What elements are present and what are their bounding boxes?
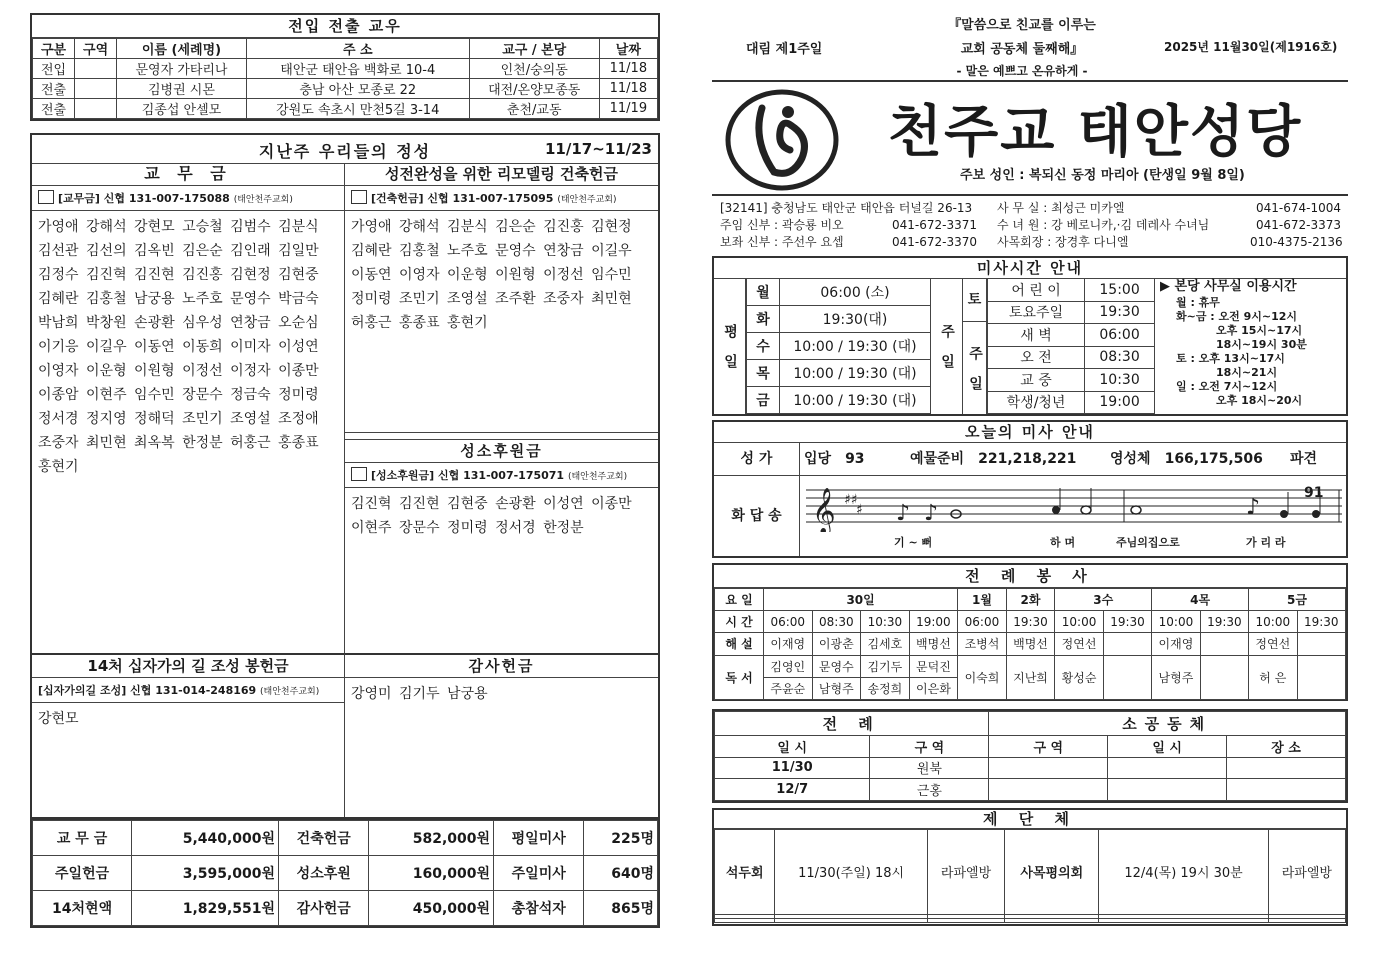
weekend-mass-time: 15:00 xyxy=(1085,279,1155,302)
service-time: 10:30 xyxy=(861,611,910,633)
cross-column xyxy=(32,653,345,817)
weekday-time: 10:00 / 19:30 (대) xyxy=(780,360,931,387)
groups-empty-cell xyxy=(1268,918,1345,922)
weekday-time: 06:00 (소) xyxy=(780,279,931,306)
community-header: 구 역 xyxy=(989,735,1108,757)
liturgy-title: 전 례 xyxy=(715,712,989,736)
service-days-row xyxy=(715,589,1346,611)
service-reader xyxy=(1103,655,1151,699)
building-title: 성전완성을 위한 리모델링 건축헌금 xyxy=(345,163,658,186)
music-staff xyxy=(806,482,1342,552)
sunday-label: 주 일 xyxy=(931,278,963,414)
groups-title: 제 단 체 xyxy=(714,810,1346,829)
offering-period: 11/17~11/23 xyxy=(544,140,652,158)
weekend-mass-name: 새 벽 xyxy=(988,324,1085,347)
office-hours-line: 토 : 오후 13시~17시 xyxy=(1176,352,1285,365)
service-explainer: 조병석 xyxy=(958,633,1007,655)
building-column xyxy=(345,163,658,433)
weekday-table xyxy=(746,278,931,414)
shrine-names: 김진혁 김진현 김현중 손광환 이성연 이종만 이현주 장문수 정미령 정서경 한정분 xyxy=(351,496,632,536)
service-expl-row xyxy=(715,633,1346,655)
motto-line3: - 말은 예쁘고 온유하게 - xyxy=(956,64,1088,78)
weekend-mass-time: 19:30 xyxy=(1085,301,1155,324)
transfer-header: 교구 / 본당 xyxy=(469,39,599,59)
office: 사 무 실 : 최성근 미카엘 xyxy=(997,201,1125,215)
motto-line2: 교회 공동체 둘째해』 xyxy=(960,42,1084,57)
gyomu-names: 가영애 강해석 강현모 고승철 김범수 김분식 김선관 김선의 김옥빈 김은순 김인래 김일만 김정수 김진혁 김진현 김진홍 김현정 김현중 김혜란 김홍철 남궁용 노주호 문영수 박금숙 박남희 박창원 손광환 심우성 연창금 오순심 이기응 이길우 이동연 이동희 이미자 이성연 이영자 이운형 이원형 이정선 이정자 이종만 이종암 이현주 임수민 장문수 정금숙 정미령 정서경 정지영 정해덕 조민기 조영설 조정애 조중자 최민현 최옥복 한정분 허홍근 홍종표 홍현기 xyxy=(38,219,319,475)
weekday-time: 19:30(대) xyxy=(780,306,931,333)
cross-names: 강현모 xyxy=(38,711,79,727)
service-time: 19:00 xyxy=(909,611,958,633)
service-time: 19:30 xyxy=(1200,611,1248,633)
transfer-header: 주 소 xyxy=(246,39,469,59)
transfer-row xyxy=(33,99,658,119)
weekend-mass-name: 교 중 xyxy=(988,369,1085,392)
summary-label: 주일미사 xyxy=(494,856,584,891)
service-reader: 주윤순 xyxy=(764,677,813,699)
office-hours-line: 일 : 오전 7시~12시 xyxy=(1176,380,1278,393)
hymn-number: 166,175,506 xyxy=(1164,451,1263,467)
svg-text:♯: ♯ xyxy=(856,502,863,518)
liturgy-area: 근홍 xyxy=(870,779,989,801)
transfer-table xyxy=(32,38,658,119)
summary-label: 평일미사 xyxy=(494,821,584,856)
transfer-header: 구분 xyxy=(33,39,75,59)
hymn-part: 예물준비 xyxy=(910,451,965,467)
summary-table xyxy=(32,820,658,926)
svg-text:♪: ♪ xyxy=(896,501,911,526)
hymn-number: 221,218,221 xyxy=(978,451,1077,467)
sun-label: 주 일 xyxy=(963,322,987,414)
response-label: 화 답 송 xyxy=(714,476,800,556)
summary-row xyxy=(33,891,658,926)
office-hours xyxy=(1160,280,1346,408)
service-time: 08:30 xyxy=(812,611,861,633)
service-reader: 황성순 xyxy=(1055,655,1104,699)
summary-row xyxy=(33,856,658,891)
groups-cell: 12/4(목) 19시 30분 xyxy=(1099,830,1268,915)
community-cell xyxy=(989,757,1108,779)
transfer-cell: 강원도 속초시 만천5길 3-14 xyxy=(246,99,469,119)
service-time: 10:00 xyxy=(1055,611,1104,633)
service-explainer: 이광춘 xyxy=(812,633,861,655)
summary-label: 14처현액 xyxy=(33,891,132,926)
transfer-cell: 태안군 태안읍 백화로 10-4 xyxy=(246,59,469,79)
address: [32141] 충청남도 태안군 태안읍 터널길 26-13 xyxy=(720,201,973,215)
weekend-mass-row xyxy=(988,301,1155,324)
weekday-time: 10:00 / 19:30 (대) xyxy=(780,387,931,414)
weekend-mass-time: 06:00 xyxy=(1085,324,1155,347)
building-account: [건축헌금] 신협 131-007-175095 (태안천주교회) xyxy=(345,186,658,211)
shrine-column xyxy=(345,439,658,653)
liturgy-table xyxy=(714,711,1346,801)
weekday-day: 금 xyxy=(747,387,780,414)
transfer-cell xyxy=(75,99,117,119)
groups-empty-row xyxy=(715,918,1346,922)
hands-icon xyxy=(351,467,367,481)
transfer-row xyxy=(33,59,658,79)
summary-value: 1,829,551원 xyxy=(132,891,279,926)
weekend-mass-row xyxy=(988,324,1155,347)
summary-label: 감사헌금 xyxy=(279,891,369,926)
transfer-cell: 대전/온양모종동 xyxy=(469,79,599,99)
weekend-mass-time: 19:00 xyxy=(1085,391,1155,414)
service-reader: 문영수 xyxy=(812,655,861,677)
service-reader xyxy=(1297,655,1345,699)
weekend-mass-time: 10:30 xyxy=(1085,369,1155,392)
service-day: 30일 xyxy=(764,589,958,611)
service-row-label: 요 일 xyxy=(715,589,764,611)
service-row-label: 해 설 xyxy=(715,633,764,655)
office-hours-line: 오후 15시~17시 xyxy=(1216,324,1303,337)
liturgy-header-row xyxy=(715,735,1346,757)
mass-section xyxy=(712,256,1348,416)
weekend-mass-row xyxy=(988,369,1155,392)
gyomu-title: 교 무 금 xyxy=(32,163,344,186)
lyric-2: 하 며 xyxy=(1050,536,1076,549)
assistant: 보좌 신부 : 주선우 요셉 xyxy=(720,235,844,249)
service-reader: 김영인 xyxy=(764,655,813,677)
summary-section xyxy=(30,818,660,928)
summary-value: 3,595,000원 xyxy=(132,856,279,891)
gyomu-column xyxy=(32,163,345,653)
weekday-day: 목 xyxy=(747,360,780,387)
hymn-part: 입당 xyxy=(804,451,832,467)
svg-text:♪: ♪ xyxy=(1246,495,1261,520)
season-label: 대림 제1주일 xyxy=(746,42,823,57)
groups-cell: 사목평의회 xyxy=(1005,830,1099,915)
pastor-tel: 041-672-3371 xyxy=(892,218,978,232)
hands-icon xyxy=(351,190,367,204)
service-times-row xyxy=(715,611,1346,633)
transfer-cell xyxy=(75,59,117,79)
transfer-cell: 충남 아산 모종로 22 xyxy=(246,79,469,99)
summary-label: 교 무 금 xyxy=(33,821,132,856)
service-reader: 이은화 xyxy=(909,677,958,699)
weekend-mass-row xyxy=(988,391,1155,414)
hymn-label: 성 가 xyxy=(714,442,800,476)
cross-title: 14처 십자가의 길 조성 봉헌금 xyxy=(32,655,344,678)
transfer-header: 날짜 xyxy=(599,39,657,59)
service-day: 4목 xyxy=(1152,589,1249,611)
community-cell xyxy=(1108,779,1227,801)
summary-label: 성소후원 xyxy=(279,856,369,891)
weekend-mass-time: 08:30 xyxy=(1085,346,1155,369)
assistant-tel: 041-672-3370 xyxy=(892,235,978,249)
building-names: 가영애 강해석 김분식 김은순 김진홍 김현정 김혜란 김홍철 노주호 문영수 연창금 이길우 이동연 이영자 이운형 이원형 이정선 임수민 정미령 조민기 조영설 조주환 조중자 최민현 허홍근 홍종표 홍현기 xyxy=(351,219,632,331)
transfer-title: 전입 전출 교우 xyxy=(32,15,658,38)
service-reader: 문덕진 xyxy=(909,655,958,677)
summary-label: 총참석자 xyxy=(494,891,584,926)
weekday-day: 월 xyxy=(747,279,780,306)
transfer-row xyxy=(33,79,658,99)
thanks-column xyxy=(345,653,658,817)
service-reader: 남형주 xyxy=(812,677,861,699)
today-section xyxy=(712,420,1348,558)
weekend-mass-name: 오 전 xyxy=(988,346,1085,369)
motto-line1: 『말씀으로 친교를 이루는 xyxy=(948,18,1096,33)
patron-saint: 주보 성인 : 복되신 동정 마리아 (탄생일 9월 8일) xyxy=(960,168,1245,183)
offering-title: 지난주 우리들의 정성 xyxy=(258,142,432,161)
weekday-mass-row xyxy=(747,387,931,414)
summary-value: 640명 xyxy=(584,856,658,891)
lyric-3: 주님의집으로 xyxy=(1116,536,1180,549)
contacts-section xyxy=(712,194,1348,252)
groups-row xyxy=(715,830,1346,915)
cross-account: [십자가의길 조성] 신협 131-014-248169 (태안천주교회) xyxy=(32,678,344,703)
transfer-cell: 문영자 가타리나 xyxy=(117,59,247,79)
shrine-account: [성소후원금] 신협 131-007-175071 (태안천주교회) xyxy=(345,463,658,488)
community-cell xyxy=(1108,757,1227,779)
service-day: 3수 xyxy=(1055,589,1152,611)
transfer-cell: 인천/숭의동 xyxy=(469,59,599,79)
hymn-part: 영성체 xyxy=(1110,451,1151,467)
office-hours-line: 화~금 : 오전 9시~12시 xyxy=(1176,310,1298,323)
groups-table xyxy=(714,829,1346,923)
weekday-day: 수 xyxy=(747,333,780,360)
offering-section xyxy=(30,133,660,819)
service-title: 전 례 봉 사 xyxy=(714,565,1346,588)
hymn-item xyxy=(804,442,865,476)
community-cell xyxy=(1227,779,1346,801)
service-explainer: 이재영 xyxy=(764,633,813,655)
service-section xyxy=(712,563,1348,701)
pastor: 주임 신부 : 곽승룡 비오 xyxy=(720,218,844,232)
transfer-cell: 전출 xyxy=(33,99,75,119)
service-time: 10:00 xyxy=(1249,611,1298,633)
service-explainer xyxy=(1297,633,1345,655)
service-row-label: 독 서 xyxy=(715,655,764,699)
community-cell xyxy=(989,779,1108,801)
service-explainer: 백명선 xyxy=(1006,633,1055,655)
weekday-label: 평 일 xyxy=(714,278,746,414)
summary-value: 225명 xyxy=(584,821,658,856)
mass-title: 미사시간 안내 xyxy=(714,258,1346,279)
convent-tel: 041-672-3373 xyxy=(1256,218,1342,232)
lyric-1: 기 ~ 뻐 xyxy=(894,536,933,549)
offering-header xyxy=(32,135,658,164)
weekday-time: 10:00 / 19:30 (대) xyxy=(780,333,931,360)
transfer-section xyxy=(30,13,660,121)
service-reader-row xyxy=(715,655,1346,677)
transfer-cell: 춘천/교동 xyxy=(469,99,599,119)
service-explainer: 이재영 xyxy=(1152,633,1201,655)
liturgy-section xyxy=(712,709,1348,803)
lyric-4: 가 리 라 xyxy=(1246,536,1286,549)
community-title: 소공동체 xyxy=(989,712,1346,736)
weekend-mass-row xyxy=(988,279,1155,302)
svg-text:♯♯: ♯♯ xyxy=(844,492,858,508)
weekend-mass-name: 어 린 이 xyxy=(988,279,1085,302)
weekend-mass-row xyxy=(988,346,1155,369)
service-day: 5금 xyxy=(1249,589,1346,611)
groups-cell: 라파엘방 xyxy=(927,830,1004,915)
parish-logo xyxy=(722,88,842,192)
liturgy-header: 일 시 xyxy=(715,735,870,757)
convent: 수 녀 원 : 강 베로니카,·김 데레사 수녀님 xyxy=(997,218,1210,232)
parish-name: 천주교 태안성당 xyxy=(888,99,1303,165)
thanks-title: 감사헌금 xyxy=(345,655,658,678)
today-title: 오늘의 미사 안내 xyxy=(714,422,1346,443)
service-reader: 남형주 xyxy=(1152,655,1201,699)
summary-row xyxy=(33,821,658,856)
community-header: 장 소 xyxy=(1227,735,1346,757)
transfer-cell: 김병권 시몬 xyxy=(117,79,247,99)
weekend-table xyxy=(987,278,1155,414)
council-tel: 010-4375-2136 xyxy=(1250,235,1343,249)
office-hours-title: ▶ 본당 사무실 이용시간 xyxy=(1160,279,1297,294)
summary-value: 450,000원 xyxy=(369,891,494,926)
service-explainer: 정연선 xyxy=(1249,633,1298,655)
service-reader: 송정희 xyxy=(861,677,910,699)
hymn-item xyxy=(910,442,1076,476)
hymn-list xyxy=(800,442,1346,501)
service-day: 2화 xyxy=(1006,589,1055,611)
service-time: 06:00 xyxy=(764,611,813,633)
transfer-cell xyxy=(75,79,117,99)
church-icon xyxy=(38,190,54,204)
liturgy-row xyxy=(715,779,1346,801)
groups-empty-cell xyxy=(715,918,775,922)
summary-value: 865명 xyxy=(584,891,658,926)
office-tel: 041-674-1004 xyxy=(1256,201,1342,215)
summary-value: 5,440,000원 xyxy=(132,821,279,856)
community-header: 일 시 xyxy=(1108,735,1227,757)
weekend-mass-name: 학생/청년 xyxy=(988,391,1085,414)
shrine-title: 성소후원금 xyxy=(345,439,658,463)
transfer-cell: 전출 xyxy=(33,79,75,99)
groups-empty-cell xyxy=(775,918,928,922)
groups-cell: 11/30(주일) 18시 xyxy=(775,830,928,915)
liturgy-date: 12/7 xyxy=(715,779,870,801)
office-hours-line: 18시~21시 xyxy=(1216,366,1278,379)
office-hours-line: 18시~19시 30분 xyxy=(1216,338,1307,351)
service-time: 19:30 xyxy=(1103,611,1151,633)
weekday-mass-row xyxy=(747,360,931,387)
service-day: 1월 xyxy=(958,589,1007,611)
weekday-day: 화 xyxy=(747,306,780,333)
groups-empty-cell xyxy=(1005,918,1099,922)
transfer-cell: 김종섭 안셀모 xyxy=(117,99,247,119)
svg-text:𝄞: 𝄞 xyxy=(812,488,836,532)
weekend-mass-name: 토요주일 xyxy=(988,301,1085,324)
liturgy-area: 원북 xyxy=(870,757,989,779)
service-reader: 허 은 xyxy=(1249,655,1298,699)
weekday-mass-row xyxy=(747,333,931,360)
summary-value: 160,000원 xyxy=(369,856,494,891)
service-time: 19:30 xyxy=(1006,611,1055,633)
sat-label: 토 xyxy=(963,278,987,322)
service-time: 10:00 xyxy=(1152,611,1201,633)
community-cell xyxy=(1227,757,1346,779)
groups-cell: 석두회 xyxy=(715,830,775,915)
gyomu-account: [교무금] 신협 131-007-175088 (태안천주교회) xyxy=(32,186,344,211)
thanks-names: 강영미 김기두 남궁용 xyxy=(351,686,488,702)
transfer-cell: 전입 xyxy=(33,59,75,79)
service-reader: 김기두 xyxy=(861,655,910,677)
bulletin-header xyxy=(712,10,1348,82)
hymn-part: 파견 xyxy=(1290,451,1318,467)
summary-value: 582,000원 xyxy=(369,821,494,856)
service-explainer: 정연선 xyxy=(1055,633,1104,655)
council: 사목회장 : 장경후 다니엘 xyxy=(997,235,1129,249)
service-row-label: 시 간 xyxy=(715,611,764,633)
liturgy-header: 구 역 xyxy=(870,735,989,757)
service-time: 19:30 xyxy=(1297,611,1345,633)
service-explainer xyxy=(1200,633,1248,655)
liturgy-row xyxy=(715,757,1346,779)
transfer-cell: 11/19 xyxy=(599,99,657,119)
office-hours-line: 월 : 휴무 xyxy=(1176,296,1220,309)
transfer-header: 이름 (세례명) xyxy=(117,39,247,59)
summary-label: 건축헌금 xyxy=(279,821,369,856)
service-table xyxy=(714,588,1346,700)
liturgy-title-row xyxy=(715,712,1346,736)
transfer-header: 구역 xyxy=(75,39,117,59)
groups-empty-cell xyxy=(927,918,1004,922)
service-explainer: 백명선 xyxy=(909,633,958,655)
service-reader xyxy=(1200,655,1248,699)
service-time: 06:00 xyxy=(958,611,1007,633)
office-hours-line: 오후 18시~20시 xyxy=(1216,394,1303,407)
hymn-item xyxy=(1110,442,1263,476)
hymn-number: 91 xyxy=(1304,485,1324,501)
groups-section xyxy=(712,808,1348,926)
groups-cell: 라파엘방 xyxy=(1268,830,1345,915)
transfer-cell: 11/18 xyxy=(599,59,657,79)
service-explainer xyxy=(1103,633,1151,655)
service-reader: 지난희 xyxy=(1006,655,1055,699)
service-reader: 이숙희 xyxy=(958,655,1007,699)
svg-text:♪: ♪ xyxy=(924,501,939,526)
weekday-mass-row xyxy=(747,279,931,306)
summary-label: 주일헌금 xyxy=(33,856,132,891)
service-explainer: 김세호 xyxy=(861,633,910,655)
transfer-cell: 11/18 xyxy=(599,79,657,99)
liturgy-date: 11/30 xyxy=(715,757,870,779)
issue-date: 2025년 11월30일(제1916호) xyxy=(1164,40,1338,54)
groups-empty-cell xyxy=(1099,918,1268,922)
hymn-number: 93 xyxy=(845,451,865,467)
weekday-mass-row xyxy=(747,306,931,333)
